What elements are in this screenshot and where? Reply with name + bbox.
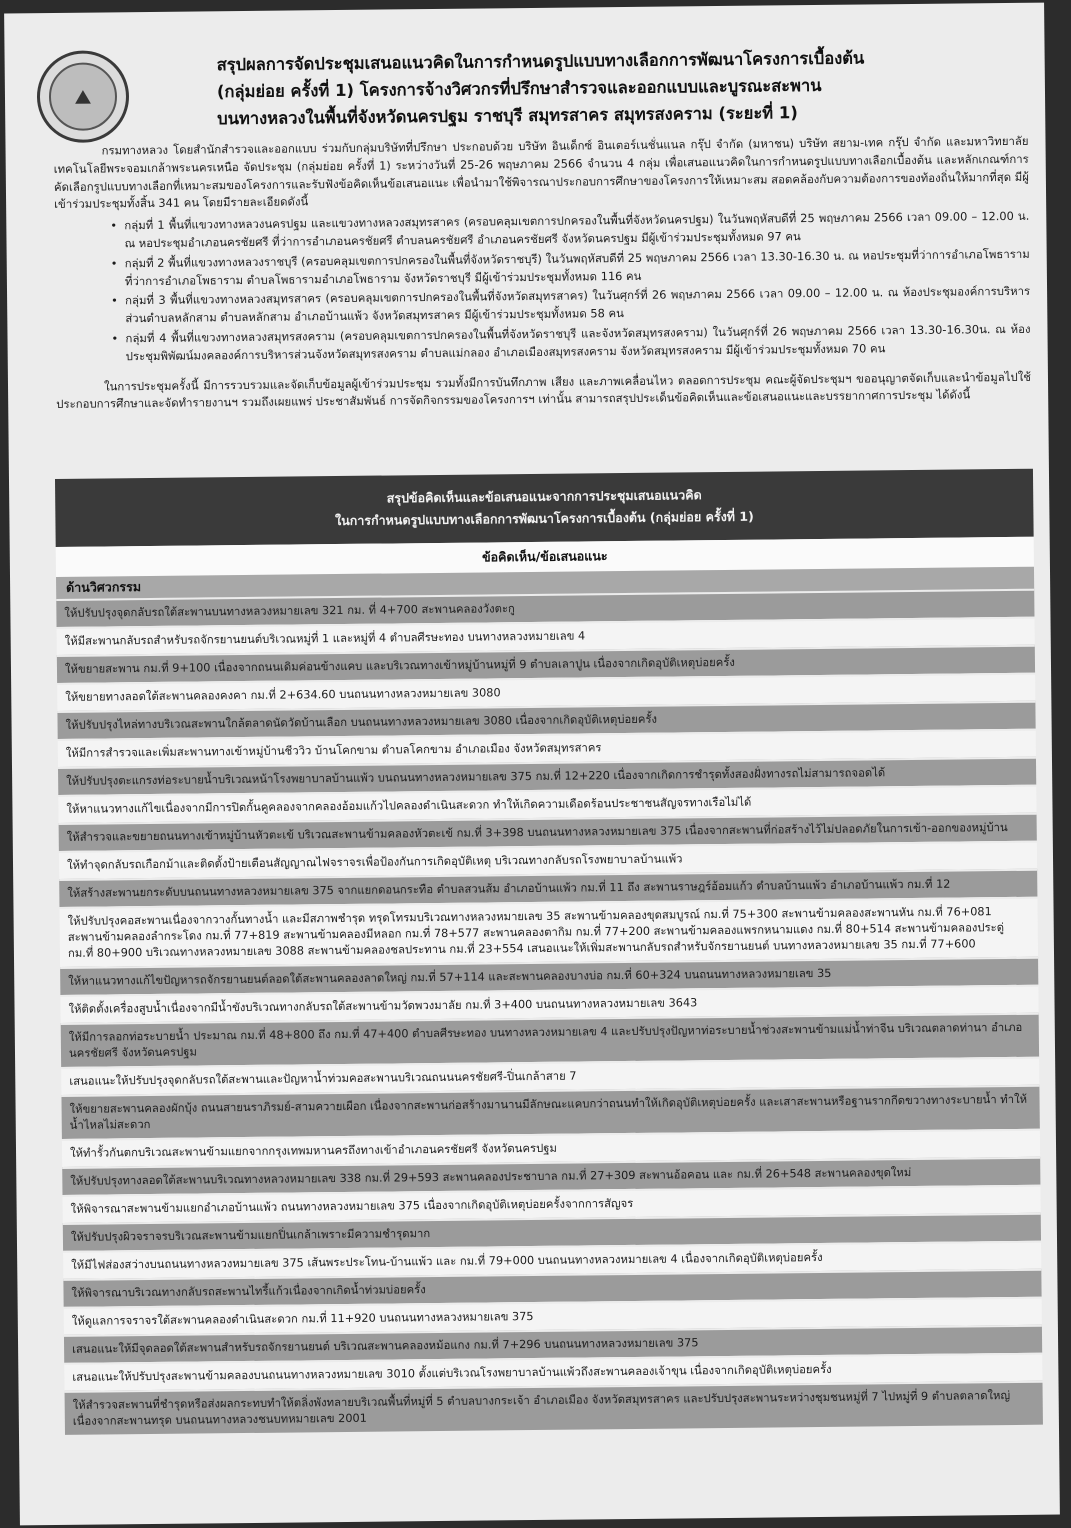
section-engineering: ด้านวิศวกรรม [56, 567, 1034, 599]
table-title-line-2: ในการกำหนดรูปแบบทางเลือกการพัฒนาโครงการเบื้องต้น (กลุ่มย่อย ครั้งที่ 1) [335, 508, 754, 529]
table-row: ให้ปรับปรุงตะแกรงท่อระบายน้ำบริเวณหน้าโรงพยาบาลบ้านแพ้ว บนถนนทางหลวงหมายเลข 375 กม.ที่ 12+220 เนื่องจากเกิดการชำรุดทั้งสองฝั่งทางรถไม่สามารถจอดได้ [58, 757, 1036, 795]
group-item-1: • กลุ่มที่ 1 พื้นที่แขวงทางหลวงนครปฐม และแขวงทางหลวงสมุทรสาคร (ครอบคลุมเขตการปกครองในพื้นที่จังหวัดนครปฐม) ในวันพฤหัสบดีที่ 25 พฤษภาคม 2566 เวลา 09.00 – 12.00 น. ณ หอประชุมอำเภอนครชัยศรี ที่ว่าการอำเภอนครชัยศรี ตำบลนครชัยศรี อำเภอนครชัยศรี จังหวัดนครปฐม มีผู้เข้าร่วมประชุมทั้งหมด 97 คน [124, 208, 1029, 253]
table-row: ให้ปรับปรุงคอสะพานเนื่องจากวางกั้นทางน้ำ และมีสภาพชำรุด ทรุดโทรมบริเวณทางหลวงหมายเลข 35 สะพานข้ามคลองขุดสมบูรณ์ กม.ที่ 75+300 สะพานข้ามคลองสะพานหัน กม.ที่ 76+081 สะพานข้ามคลองลำกระโดง กม.ที่ 77+819 สะพานข้ามคลองมีหลอก กม.ที่ 78+577 สะพานคลองตากิม กม.ที่ 77+200 สะพานข้ามคลองแพรกหนามแดง กม.ที่ 80+514 สะพานข้ามคลองประดู่ กม.ที่ 80+900 บริเวณทางหลวงหมายเลข 3088 สะพานข้ามคลองชลประทาน กม.ที่ 23+554 เสนอแนะให้เพิ่มสะพานกลับรถสำหรับจักรยานยนต์ บนทางหลวงหมายเลข 35 กม.ที่ 77+600 [59, 897, 1038, 967]
table-row: ให้หาแนวทางแก้ไขปัญหารถจักรยานยนต์ลอดใต้สะพานคลองลาดใหญ่ กม.ที่ 57+114 และสะพานคลองบางบ่อ กม.ที่ 60+324 บนถนนทางหลวงหมายเลข 35 [60, 957, 1038, 995]
table-row: ให้พิจารณาสะพานข้ามแยกอำเภอบ้านแพ้ว ถนนทางหลวงหมายเลข 375 เนื่องจากเกิดอุบัติเหตุบ่อยครั้งจากการสัญจร [62, 1185, 1040, 1223]
intro-section [53, 133, 1031, 414]
document-page [4, 3, 1060, 1526]
table-row: ให้ปรับปรุงผิวจราจรบริเวณสะพานข้ามแยกปิ่นเกล้าเพราะมีความชำรุดมาก [63, 1213, 1041, 1251]
data-collection-paragraph: ในการประชุมครั้งนี้ มีการรวบรวมและจัดเก็บข้อมูลผู้เข้าร่วมประชุม รวมทั้งมีการบันทึกภาพ เสียง และภาพเคลื่อนไหว ตลอดการประชุม คณะผู้จัดประชุมฯ ขออนุญาตจัดเก็บและนำข้อมูลไปใช้ประกอบการศึกษาและจัดทำรายงานฯ รวมถึงเผยแพร่ ประชาสัมพันธ์ การจัดกิจกรรมของโครงการฯ เท่านั้น สามารถสรุปประเด็นข้อคิดเห็นและข้อเสนอแนะและบรรยากาศการประชุม ได้ดังนี้ [56, 369, 1032, 412]
table-row: ให้มีไฟส่องสว่างบนถนนทางหลวงหมายเลข 375 เส้นพระประโทน-บ้านแพ้ว และ กม.ที่ 79+000 บนถนนทางหลวงหมายเลข 4 เนื่องจากเกิดอุบัติเหตุบ่อยครั้ง [63, 1241, 1041, 1279]
table-row: ให้ปรับปรุงทางลอดใต้สะพานบริเวณทางหลวงหมายเลข 338 กม.ที่ 29+593 สะพานคลองประชาบาล กม.ที่ 27+309 สะพานอ้อคอน และ กม.ที่ 26+548 สะพานคลองขุดใหม่ [62, 1157, 1040, 1195]
title-line-1: สรุปผลการจัดประชุมเสนอแนวคิดในการกำหนดรูปแบบทางเลือกการพัฒนาโครงการเบื้องต้น [216, 48, 865, 75]
table-row: ให้พิจารณาบริเวณทางกลับรถสะพานไทรี้แก้วเนื่องจากเกิดน้ำท่วมบ่อยครั้ง [63, 1269, 1041, 1307]
comments-table [55, 469, 1043, 1435]
group-item-3: • กลุ่มที่ 3 พื้นที่แขวงทางหลวงสมุทรสาคร (ครอบคลุมเขตการปกครองในพื้นที่จังหวัดสมุทรสาคร) ในวันศุกร์ที่ 26 พฤษภาคม 2566 เวลา 09.00 – 12.00 น. ณ ห้องประชุมองค์การบริหารส่วนตำบลหลักสาม ตำบลหลักสาม อำเภอบ้านแพ้ว จังหวัดสมุทรสาคร มีผู้เข้าร่วมประชุมทั้งหมด 58 คน [125, 283, 1030, 328]
table-row: ให้มีสะพานกลับรถสำหรับรถจักรยานยนต์บริเวณหมู่ที่ 1 และหมู่ที่ 4 ตำบลศีรษะทอง บนทางหลวงหมายเลข 4 [57, 617, 1035, 655]
table-row: ให้สร้างสะพานยกระดับบนถนนทางหลวงหมายเลข 375 จากแยกดอนกระทือ ตำบลสวนส้ม อำเภอบ้านแพ้ว กม.ที่ 11 ถึง สะพานราษฎร์อ้อมแก้ว ตำบลบ้านแพ้ว อำเภอบ้านแพ้ว กม.ที่ 12 [59, 869, 1037, 907]
title-line-2: (กลุ่มย่อย ครั้งที่ 1) โครงการจ้างวิศวกรที่ปรึกษาสำรวจและออกแบบและบูรณะสะพาน [216, 75, 822, 102]
table-row: ให้หาแนวทางแก้ไขเนื่องจากมีการปิดกั้นคูคลองจากคลองอ้อมแก้วไปคลองดำเนินสะดวก ทำให้เกิดความเดือดร้อนประชาชนสัญจรทางเรือไม่ได้ [58, 785, 1036, 823]
table-row: ให้ขยายสะพาน กม.ที่ 9+100 เนื่องจากถนนเดิมค่อนข้างแคบ และบริเวณทางเข้าหมู่บ้านหมู่ที่ 9 ตำบลเลาปูน เนื่องจากเกิดอุบัติเหตุบ่อยครั้ง [57, 645, 1035, 683]
table-title [55, 469, 1034, 547]
table-row: ให้ทำจุดกลับรถเกือกม้าและติดตั้งป้ายเตือนสัญญาณไฟจราจรเพื่อป้องกันการเกิดอุบัติเหตุ บริเวณทางกลับรถโรงพยาบาลบ้านแพ้ว [59, 841, 1037, 879]
table-row: เสนอแนะให้ปรับปรุงจุดกลับรถใต้สะพานและปัญหาน้ำท่วมคอสะพานบริเวณถนนนครชัยศรี-ปิ่นเกล้าสาย 7 [61, 1057, 1039, 1095]
table-row: ให้มีการลอกท่อระบายน้ำ ประมาณ กม.ที่ 48+800 ถึง กม.ที่ 47+400 ตำบลศีรษะทอง บนทางหลวงหมายเลข 4 และปรับปรุงปัญหาท่อระบายน้ำช่วงสะพานข้ามแม่น้ำท่าจีน บริเวณตลาดท่านา อำเภอนครชัยศรี จังหวัดนครปฐม [61, 1013, 1039, 1067]
table-row: ให้มีการสำรวจและเพิ่มสะพานทางเข้าหมู่บ้านชีววิว บ้านโคกขาม ตำบลโคกขาม อำเภอเมือง จังหวัดสมุทรสาคร [58, 729, 1036, 767]
table-row: ให้สำรวจและขยายถนนทางเข้าหมู่บ้านหัวตะเข้ บริเวณสะพานข้ามคลองหัวตะเข้ กม.ที่ 3+398 บนถนนทางหลวงหมายเลข 375 เนื่องจากสะพานที่ก่อสร้างไว้ไม่ปลอดภัยในการเข้า-ออกของหมู่บ้าน [59, 813, 1037, 851]
table-title-line-1: สรุปข้อคิดเห็นและข้อเสนอแนะจากการประชุมเสนอแนวคิด [386, 487, 702, 506]
table-row: ให้สำรวจสะพานที่ชำรุดหรือส่งผลกระทบทำให้ตลิ่งพังทลายบริเวณพื้นที่หมู่ที่ 5 ตำบลบางกระเจ้า อำเภอเมือง จังหวัดสมุทรสาคร และปรับปรุงสะพานระหว่างชุมชนหมู่ที่ 7 ไปหมู่ที่ 9 ตำบลตลาดใหญ่ เนื่องจากสะพานทรุด บนถนนทางหลวงชนบทหมายเลข 2001 [65, 1381, 1043, 1435]
group-item-2: • กลุ่มที่ 2 พื้นที่แขวงทางหลวงราชบุรี (ครอบคลุมเขตการปกครองในพื้นที่จังหวัดราชบุรี) ในวันพฤหัสบดีที่ 25 พฤษภาคม 2566 เวลา 13.30-16.30 น. ณ หอประชุมที่ว่าการอำเภอโพธาราม ที่ว่าการอำเภอโพธาราม ตำบลโพธารามอำเภอโพธาราม จังหวัดราชบุรี มีผู้เข้าร่วมประชุมทั้งหมด 116 คน [125, 246, 1030, 291]
meeting-groups-list [124, 208, 1031, 366]
intro-paragraph: กรมทางหลวง โดยสำนักสำรวจและออกแบบ ร่วมกับกลุ่มบริษัทที่ปรึกษา ประกอบด้วย บริษัท อินเด็กซ์ อินเตอร์เนชั่นแนล กรุ๊ป จำกัด (มหาชน) บริษัท สยาม-เทค กรุ๊ป จำกัด และมหาวิทยาลัยเทคโนโลยีพระจอมเกล้าพระนครเหนือ จัดประชุม (กลุ่มย่อย ครั้งที่ 1) ระหว่างวันที่ 25-26 พฤษภาคม 2566 จำนวน 4 กลุ่ม เพื่อเสนอแนวคิดในการกำหนดรูปแบบทางเลือกเบื้องต้น และหลักเกณฑ์การคัดเลือกรูปแบบทางเลือกที่เหมาะสมของโครงการและรับฟังข้อคิดเห็นข้อเสนอแนะ เพื่อนำมาใช้พิจารณาประกอบการศึกษาของโครงการให้เหมาะสม สอดคล้องกับความต้องการของท้องถิ่นให้มากที่สุด มีผู้เข้าร่วมประชุมทั้งสิ้น 341 คน โดยมีรายละเอียดดังนี้ [53, 133, 1029, 212]
table-row: ให้ดูแลการจราจรใต้สะพานคลองดำเนินสะดวก กม.ที่ 11+920 บนถนนทางหลวงหมายเลข 375 [64, 1297, 1042, 1335]
department-seal-logo [37, 50, 130, 143]
document-title [217, 43, 1028, 132]
table-row: เสนอแนะให้ปรับปรุงสะพานข้ามคลองบนถนนทางหลวงหมายเลข 3010 ตั้งแต่บริเวณโรงพยาบาลบ้านแพ้วถึงสะพานคลองเจ้าขุน เนื่องจากเกิดอุบัติเหตุบ่อยครั้ง [64, 1353, 1042, 1391]
table-row: ให้ทำรั้วกันตกบริเวณสะพานข้ามแยกจากกรุงเทพมหานครถึงทางเข้าอำเภอนครชัยศรี จังหวัดนครปฐม [62, 1129, 1040, 1167]
title-line-3: บนทางหลวงในพื้นที่จังหวัดนครปฐม ราชบุรี สมุทรสาคร สมุทรสงคราม (ระยะที่ 1) [217, 103, 798, 129]
road-emblem-icon: ⛰ [49, 62, 118, 131]
group-item-4: • กลุ่มที่ 4 พื้นที่แขวงทางหลวงสมุทรสงคราม (ครอบคลุมเขตการปกครองในพื้นที่จังหวัดราชบุรี และจังหวัดสมุทรสงคราม) ในวันศุกร์ที่ 26 พฤษภาคม 2566 เวลา 13.30-16.30น. ณ ห้องประชุมพิพัฒน์มงคลองค์การบริหารส่วนจังหวัดสมุทรสงคราม ตำบลแม่กลอง อำเภอเมืองสมุทรสงคราม จังหวัดสมุทรสงคราม มีผู้เข้าร่วมประชุมทั้งหมด 70 คน [125, 321, 1030, 366]
column-header: ข้อคิดเห็น/ข้อเสนอแนะ [56, 537, 1034, 577]
table-row: ให้ปรับปรุงจุดกลับรถใต้สะพานบนทางหลวงหมายเลข 321 กม. ที่ 4+700 สะพานคลองวังตะกู [56, 589, 1034, 627]
table-row: ให้ปรับปรุงไหล่ทางบริเวณสะพานใกล้ตลาดนัดวัดบ้านเลือก บนถนนทางหลวงหมายเลข 3080 เนื่องจากเกิดอุบัติเหตุบ่อยครั้ง [57, 701, 1035, 739]
table-row: ให้ขยายสะพานคลองผักบุ้ง ถนนสายนราภิรมย์-สามควายเผือก เนื่องจากสะพานก่อสร้างมานานมีลักษณะแคบกว่าถนนทำให้เกิดอุบัติเหตุบ่อยครั้ง และเสาสะพานหรือฐานรากกีดขวางทางระบายน้ำ ทำให้น้ำไหลไม่สะดวก [61, 1085, 1039, 1139]
table-row: เสนอแนะให้มีจุดลอดใต้สะพานสำหรับรถจักรยานยนต์ บริเวณสะพานคลองหม้อแกง กม.ที่ 7+296 บนถนนทางหลวงหมายเลข 375 [64, 1325, 1042, 1363]
table-row: ให้ขยายทางลอดใต้สะพานคลองคงคา กม.ที่ 2+634.60 บนถนนทางหลวงหมายเลข 3080 [57, 673, 1035, 711]
table-row: ให้ติดตั้งเครื่องสูบน้ำเนื่องจากมีน้ำขังบริเวณทางกลับรถใต้สะพานข้ามวัดพวงมาลัย กม.ที่ 3+400 บนถนนทางหลวงหมายเลข 3643 [60, 985, 1038, 1023]
